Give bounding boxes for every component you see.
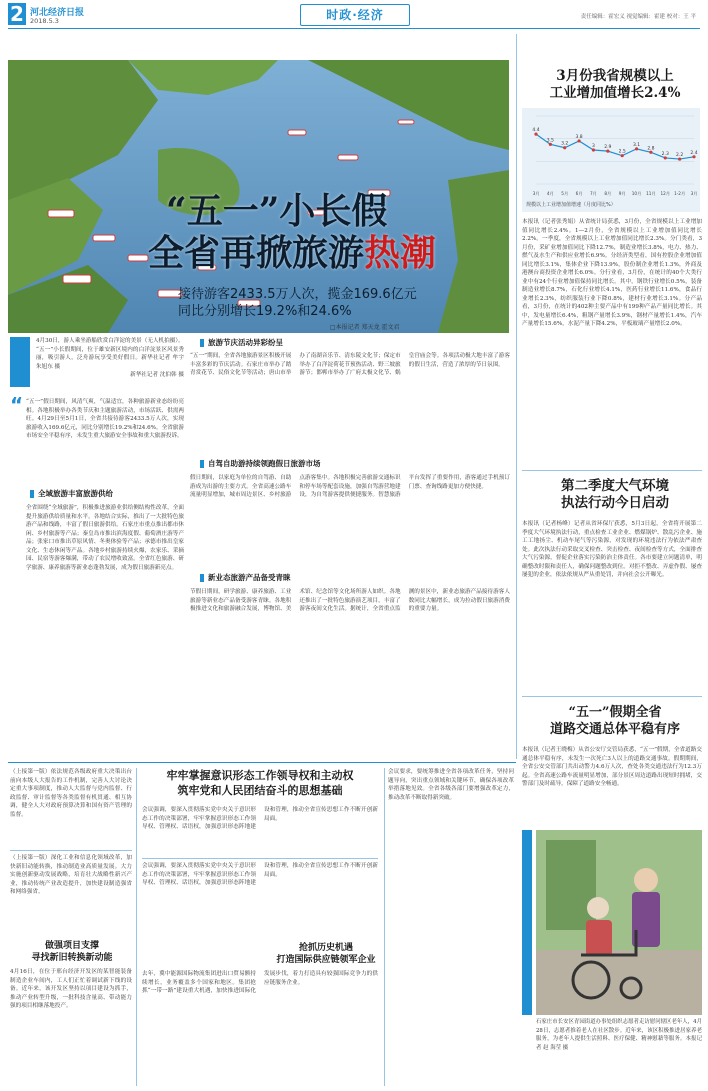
- chart-tick-label: 3月: [532, 191, 540, 196]
- chart-tick-label: 9月: [618, 191, 626, 196]
- lead-photo: [8, 60, 509, 333]
- chart-data-label: 3.8: [575, 134, 583, 140]
- chart-data-label: 2.5: [618, 149, 626, 155]
- photo-credit: 新华社记者 沈伯韩 摄: [130, 372, 184, 378]
- bottom-mid-body-extra: 会议强调，要深入贯彻落实党中央关于意识形态工作的决策部署，牢牢掌握意识形态工作领导权、管理权、话语权，加强意识形态阵地建设和管理，推动全省宣传思想工作不断开创新局面。: [142, 863, 378, 886]
- chart-tick-label: 4月: [546, 191, 554, 196]
- lead-subheadline-line2: 同比分别增长19.2%和24.6%: [178, 304, 352, 319]
- chart-data-label: 2.8: [647, 146, 655, 152]
- chart-data-label: 2.3: [661, 151, 669, 157]
- lead-photo-caption: [36, 337, 184, 395]
- lead-subheadline: [178, 286, 417, 320]
- section-body-3: 假日期间，以家庭为单位的自驾游、自助游成为出游的主要方式。全省高速公路车流量明显增加，城市周边景区、乡村旅游点游客集中。各地积极完善旅游交通标识和停车场等配套设施，加强自驾游营地建设，为自驾游客提供便捷服务。智慧旅游平台发挥了重要作用，游客通过手机预订门票、查询线路更加方便快捷。: [190, 475, 510, 498]
- lead-intro: “五一”假日期间，风清气爽，气温适宜，各种旅游新业态纷纷亮相。各地积极举办各类节庆和主题旅游活动，市场活跃、供需两旺。4月29日至5月1日，全省共接待游客2433.5万人次，实现旅游收入169.6亿元，同比分别增长19.2%和24.6%。全省旅游市场安全平稳有序，未发生重大旅游安全事故和重大旅游投诉。: [26, 399, 184, 439]
- section-heading-4: 新业态旅游产品备受青睐: [200, 572, 378, 584]
- right-divider-1: [522, 470, 702, 471]
- chart-series-line: [536, 134, 694, 159]
- photo-accent-bar: [522, 830, 532, 1015]
- chart-data-label: 3.1: [632, 142, 641, 148]
- section-heading-3: 自驾自助游持续领跑假日旅游市场: [200, 458, 378, 470]
- article1-headline-line1: 3月份我省规模以上: [556, 68, 674, 84]
- column-divider: [516, 34, 517, 759]
- section-heading-2: 旅游节庆活动异彩纷呈: [200, 337, 368, 349]
- chart-tick-label: 11月: [646, 191, 656, 196]
- chart-tick-label: 1-2月: [674, 191, 686, 196]
- wheelchair-illustration: [536, 830, 702, 1015]
- section-body-2: “五一”期间，全省各地旅游景区积极开展丰富多彩的节庆活动。石家庄市举办了踏青赏花节、民俗文化节等活动；唐山市举办了南湖音乐节、清东陵文化节；保定市举办了白洋淀荷花节预热活动、野三坡旅游节；邯郸市举办了广府太极文化节、娲皇宫庙会等。各项活动极大地丰富了游客的假日生活，营造了浓厚的节日氛围。: [190, 353, 510, 376]
- industry-chart: [522, 108, 700, 212]
- chart-tick-label: 10月: [631, 191, 642, 196]
- lead-headline-line2: [148, 232, 436, 274]
- bottom-mid-body: 会议强调，要深入贯彻落实党中央关于意识形态工作的决策部署，牢牢掌握意识形态工作领导权、管理权、话语权，加强意识形态阵地建设和管理，推动全省宣传思想工作不断开创新局面。: [142, 807, 378, 830]
- newspaper-name: 河北经济日报: [30, 8, 85, 18]
- page-number: 2: [8, 3, 26, 25]
- quote-mark-icon: “: [10, 393, 24, 417]
- bottom-divider-2: [384, 768, 385, 1086]
- bottom-mid-body2: 去年，冀中能源国际物流集团进出口贸易额持续增长，业务覆盖多个国家和地区。集团抢抓“一带一路”建设重大机遇，加快推进国际化发展步伐，着力打造具有较强国际竞争力的供应链服务企业。: [142, 971, 378, 994]
- chart-tick-label: 7月: [590, 191, 597, 196]
- issue-date: 2018.5.3: [30, 17, 59, 25]
- bottom-rule: [8, 762, 516, 763]
- article1-body: 本报讯（记者张秀娟）从省统计局获悉，3月份，全省规模以上工业增加值同比增长2.4%。1—2月份，全省规模以上工业增加值同比增长2.2%。一季度，全省规模以上工业增加值同比增长2.3%。分门类看，3月份，采矿业增加值同比下降12.7%，制造业增长3.8%，电力、热力、燃气及水生产和供应业增长6.9%。分经济类型看，国有控股企业增加值同比增长3.1%，集体企业下降13.9%，股份制企业增长1.3%，外商及港澳台商投资企业增长6.0%。分行业看，3月份，在统计的40个大类行业中有24个行业增加值保持同比增长。其中，钢铁行业增长0.5%，装备制造业增长8.7%，石化行业增长4.1%，医药行业增长11.6%，食品行业增长2.3%，纺织服装行业下降0.8%，建材行业增长3.1%。分产品看，3月份，在统计的402种主要产品中有199种产品产量同比增长。其中，发电量增长6.4%，粗钢产量增长3.9%，钢材产量增长1.4%，汽车产量增长15.6%，水泥产量下降4.2%，平板玻璃产量增长2.0%。: [522, 219, 702, 327]
- elderly-photo-caption: 石家庄市长安区青园街道办事处组织志愿者走访慰问辖区老年人，4月28日，志愿者推着老人在社区散步。近年来，该区积极推进居家养老服务，为老年人提供生活照料、医疗保健、精神慰藉等服务。本报记者 赵 海莹 摄: [536, 1019, 702, 1051]
- bottom-col1-bottom: （上接第一版）深化工业和信息化领域改革，加快新旧动能转换，推动制造业高质量发展。大力实施创新驱动发展战略，培育壮大战略性新兴产业，推动传统产业改造提升，加快建设制造强省和网络强省。: [10, 855, 132, 895]
- bottom-col1-top: （上接第一版）依法规范各级政府重大决策出台前向本级人大报告的工作机制，完善人大讨论决定重大事项制度，推动人大监督与党内监督、行政监督、审计监督等各类监督有机贯通、相互协调，健全人大对政府预算决算和国有资产管理的监督。: [10, 769, 132, 818]
- industry-line-chart: [522, 108, 700, 200]
- article3-headline-line1: “五一”假期全省: [568, 705, 662, 720]
- article2-headline-line1: 第二季度大气环境: [561, 478, 669, 494]
- chart-data-label: 2.9: [604, 145, 612, 151]
- chart-tick-label: 6月: [575, 191, 583, 196]
- bottom-mid-headline-line1: 牢牢掌握意识形态工作领导权和主动权: [166, 769, 354, 782]
- elderly-care-photo: [536, 830, 702, 1015]
- section-title: 时政·经济: [300, 4, 410, 26]
- bottom-mid-divider: [142, 858, 378, 859]
- bottom-mid-subhead-line1: 抢抓历史机遇: [298, 943, 353, 953]
- chart-data-label: 3.2: [561, 141, 569, 147]
- article3-headline-line2: 道路交通总体平稳有序: [549, 722, 680, 737]
- bottom-divider-1: [136, 768, 137, 1086]
- bottom-col1-subhead: [10, 940, 134, 964]
- lead-headline-line1: “五一”小长假: [166, 190, 388, 232]
- bottom-right-body: 会议要求，要统筹推进全省各项改革任务，坚持问题导向，突出重点领域和关键环节，确保各项改革举措落地见效。全省各级各部门要增强改革定力，推动改革不断取得新突破。: [388, 769, 514, 801]
- masthead-rule: [8, 28, 700, 29]
- chart-tick-label: 12月: [660, 191, 671, 196]
- bottom-mid-subhead: [266, 942, 386, 966]
- photo-caption-line: 4月30日，游人乘坐游船欣赏白洋淀的美景（无人机拍摄）。: [36, 338, 184, 344]
- bottom-mid-headline-line2: 筑牢党和人民团结奋斗的思想基础: [177, 784, 343, 797]
- chart-data-label: 2.2: [676, 153, 684, 159]
- bottom-mid-subhead-line2: 打造国际供应链领军企业: [276, 955, 376, 965]
- article2-headline: [530, 478, 700, 512]
- bottom-col1-divider: [10, 850, 132, 851]
- article2-body: 本报讯（记者杨峰）记者从省环保厅获悉，5月3日起，全省将开展第二季度大气环境执法行动，重点检查工业企业、燃煤锅炉、散乱污企业、施工工地扬尘、机动车尾气等污染源，对发现的环境违法行为依法严肃查处。此次执法行动采取交叉检查、突击检查、夜间检查等方式，全面排查大气污染源，督促企业落实污染防治主体责任。各市要建立问题清单，明确整改时限和责任人，确保问题整改到位。对拒不整改、弄虚作假、屡查屡犯的企业，依法依规从严从重处罚，并向社会公开曝光。: [522, 521, 702, 578]
- chart-data-label: 2.4: [690, 150, 698, 156]
- bottom-col1-subhead-line2: 寻找新旧转换新动能: [31, 953, 113, 963]
- editors-credit: 责任编辑：霍宏义 视觉编辑：霍建 校对：王 平: [580, 14, 696, 20]
- article3-body: 本报讯（记者王晓梅）从省公安厅交管局获悉，“五一”假期，全省道路交通总体平稳有序，未发生一次死亡3人以上的道路交通事故。假期期间，全省公安交管部门共出动警力4.6万人次，查处各类交通违法行为12.3万起。全省高速公路车流量明显增加，部分景区周边道路出现短时拥堵，交警部门及时疏导，保障了道路安全畅通。: [522, 747, 702, 787]
- chart-data-label: 4.4: [532, 128, 540, 134]
- chart-data-label: 3: [592, 144, 595, 149]
- bottom-col1-subhead-line1: 做强项目支撑: [44, 941, 99, 951]
- section-body-4: 节假日期间，研学旅游、康养旅游、工业旅游等新业态产品备受游客青睐。各地积极推进文化和旅游融合发展，博物馆、美术馆、纪念馆等文化场所游人如织。各地还推出了一批特色旅游演艺项目，丰富了游客夜间文化生活。据统计，全省重点监测的景区中，新业态旅游产品接待游客人数同比大幅增长，成为拉动假日旅游消费的重要力量。: [190, 589, 510, 612]
- article1-headline: [530, 68, 700, 102]
- lead-headline-line2-main: 全省再掀旅游: [148, 232, 365, 274]
- bottom-mid-headline: [140, 768, 380, 798]
- lead-headline: [148, 190, 436, 274]
- lead-subheadline-line1: 接待游客2433.5万人次，揽金169.6亿元: [178, 287, 417, 302]
- chart-caption: 规模以上工业增加值增速（月度同比%）: [526, 202, 616, 208]
- chart-data-label: 3.5: [546, 138, 554, 144]
- article1-headline-line2: 工业增加值增长2.4%: [549, 85, 681, 101]
- chart-tick-label: 3月: [690, 191, 698, 196]
- section-heading-1: 全域旅游丰富旅游供给: [30, 488, 188, 500]
- bottom-col1-tail: 4月16日，在位于邢台经济开发区的某智能装备制造企业车间内，工人们正忙着调试新下线的设备。近年来，该开发区坚持以项目建设为抓手，推动产业转型升级，一批科技含量高、带动能力强的项目相继落地投产。: [10, 969, 132, 1009]
- lead-byline: □本报记者 郑天龙 霍文君: [330, 324, 400, 331]
- caption-accent: [10, 337, 30, 387]
- right-divider-2: [522, 696, 702, 697]
- photo-caption-detail: “五一”小长假期间，位于雄安新区境内的白洋淀景区风景秀丽，吸引游人，泛舟游玩享受美好假日。新华社记者 牟宇 朱旭东 摄: [36, 346, 184, 370]
- article2-headline-line2: 执法行动今日启动: [561, 495, 669, 511]
- section-body-1: 全省围绕“全域旅游”，积极推进旅游业供给侧结构性改革，全面提升旅游供给质量和水平。各地结合实际，推出了一大批特色旅游产品和线路，丰富了假日旅游供给。石家庄市重点推出都市休闲、乡村旅游等产品；秦皇岛市推出滨海度假、葡萄酒庄游等产品；张家口市推出草原风情、冬奥体验等产品；承德市推出皇家文化、生态休闲等产品。各地乡村旅游持续火爆，农家乐、采摘园、民宿等游客爆满，带动了农民增收致富。全省红色旅游、研学旅游、康养旅游等新业态蓬勃发展，成为假日旅游新亮点。: [26, 505, 184, 571]
- chart-tick-label: 5月: [561, 191, 569, 196]
- lead-headline-highlight: 热潮: [364, 232, 437, 274]
- article3-headline: [528, 704, 702, 738]
- chart-tick-label: 8月: [604, 191, 612, 196]
